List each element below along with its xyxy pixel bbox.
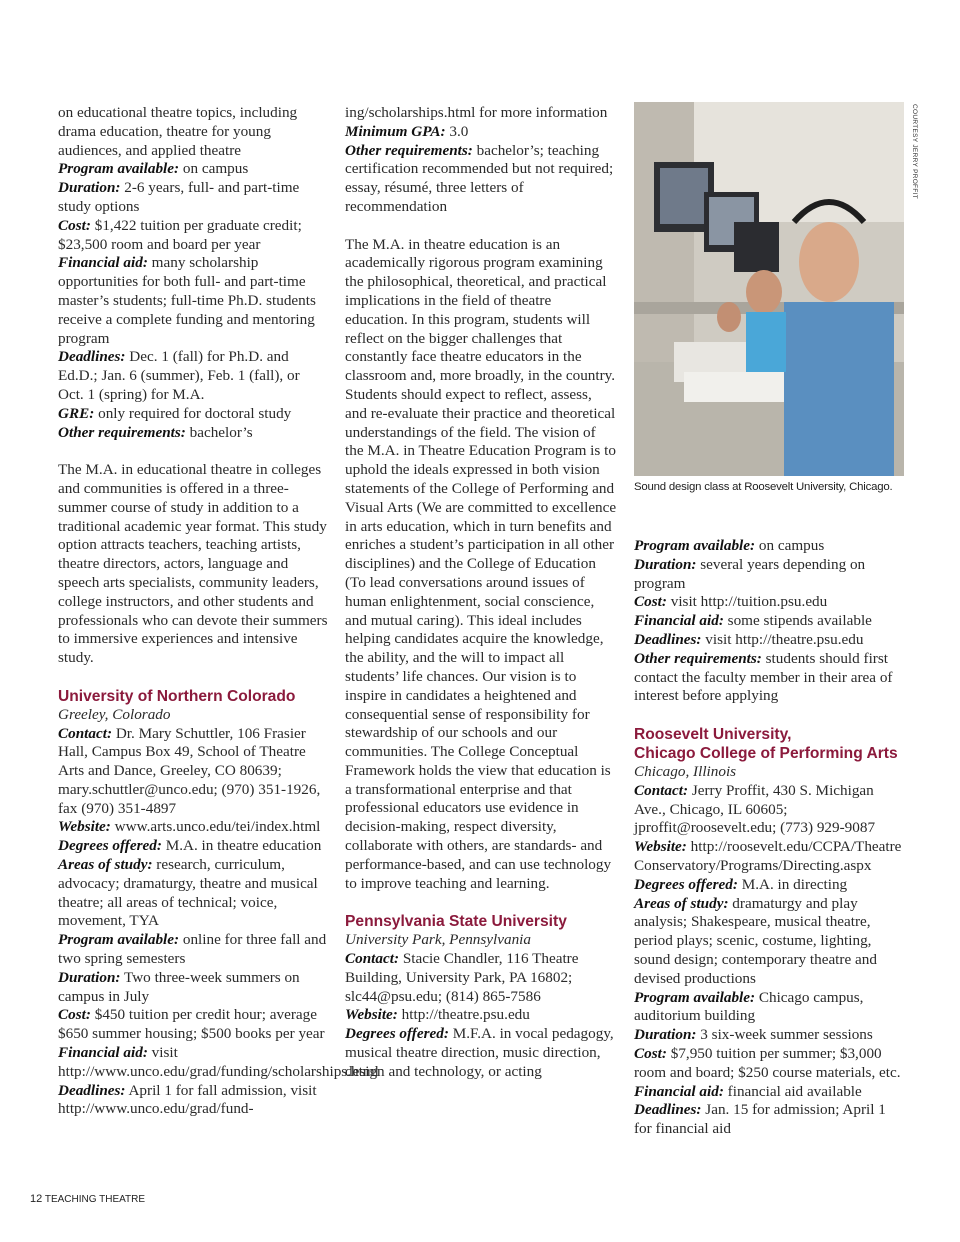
- field-value: Two three-week summers on campus in July: [58, 968, 300, 1005]
- field-label: Program available:: [58, 160, 180, 178]
- field-program: [634, 989, 906, 1027]
- field-label: Deadlines:: [58, 348, 126, 366]
- field-value: visit http://www.unco.edu/grad/funding/scholarships.html: [58, 1044, 379, 1080]
- field-value: http://theatre.psu.edu: [401, 1006, 530, 1024]
- field-value: on campus: [758, 537, 825, 554]
- field-value: online for three fall and two spring semesters: [58, 931, 327, 968]
- photo-caption: Sound design class at Roosevelt University, Chicago.: [634, 481, 893, 493]
- field-label: Degrees offered:: [58, 837, 162, 855]
- field-value: on campus: [182, 160, 249, 178]
- field-areas: [58, 856, 328, 931]
- field-contact: [58, 725, 328, 819]
- field-other-requirements: [345, 142, 617, 217]
- field-value: $1,422 tuition per graduate credit; $23,500 room and board per year: [58, 216, 302, 253]
- field-duration: [634, 1026, 906, 1045]
- field-program: [634, 537, 906, 556]
- intro-text: on educational theatre topics, including drama education, theatre for young audiences, and applied theatre: [58, 104, 298, 159]
- field-label: Areas of study:: [58, 856, 153, 874]
- field-deadlines: [58, 1082, 328, 1120]
- field-duration: [58, 179, 328, 217]
- body-paragraph: The M.A. in theatre education is an academically rigorous program examining the philosophical, theoretical, and practical implications in the field of theatre education. In this program, students will reflect on the bigger challenges that constantly face theatre educators in the classroom and, more broadly, in the country. Students should expect to reflect, assess, and re-evaluate their practice and theoretical understandings of the field. The vision of the M.A. in Theatre Education Program is to uphold the ideals expressed in both vision statements of the College of Performing and Visual Arts (We are committed to excellence in arts education, which in turn benefits and enriches a student’s participation in all other disciplines) and the College of Education (To lead conversations around issues of human enlightenment, social conscience, and mutual caring). This ideal includes helping candidates acquire the knowledge, the ability, and the will to impact all students’ life chances. Our vision is to inspire in candidates a heightened and consequential sense of responsibility for stewardship of our schools and our communities. The College Conceptual Framework holds the view that education is a transformational enterprise and that professional educators use evidence in decision-making, respect diversity, collaborate with others, are standards- and performance-based, and can use technology to improve teaching and learning.: [345, 235, 617, 892]
- field-value: Dr. Mary Schuttler, 106 Frasier Hall, Campus Box 49, School of Theatre Arts and Dance, Greeley, CO 80639; mary.schuttler@unco.edu; (970) 351-1926, fax (970) 351-4897: [58, 724, 321, 817]
- school-heading: [634, 725, 906, 763]
- field-value: M.A. in directing: [741, 875, 848, 893]
- field-value: $450 tuition per credit hour; average $650 summer housing; $500 books per year: [58, 1006, 325, 1043]
- field-label: Degrees offered:: [345, 1025, 449, 1043]
- field-min-gpa: [345, 123, 617, 142]
- continuation-text: ing/scholarships.html for more information: [345, 104, 608, 121]
- field-degrees: [58, 837, 328, 856]
- field-label: Financial aid:: [634, 612, 724, 630]
- field-deadlines: [634, 1101, 906, 1139]
- field-contact: [345, 950, 617, 1006]
- field-financial-aid: [58, 1044, 379, 1082]
- field-value: $7,950 tuition per summer; $3,000 room and board; $250 course materials, etc.: [634, 1044, 901, 1081]
- field-value: only required for doctoral study: [98, 404, 292, 422]
- field-label: Cost:: [634, 593, 667, 611]
- field-value: April 1 for fall admission, visit http://www.unco.edu/grad/fund-: [58, 1081, 317, 1118]
- field-label: Contact:: [634, 781, 689, 799]
- column-1: [58, 104, 379, 1119]
- field-degrees: [345, 1025, 617, 1081]
- field-value: financial aid available: [727, 1082, 862, 1100]
- page-footer: [30, 1193, 145, 1205]
- field-label: Duration:: [634, 1026, 697, 1044]
- field-financial-aid: [634, 612, 906, 631]
- field-value: dramaturgy and play analysis; Shakespeare, musical theatre, period plays; scenic, costume, lighting, sound design; contemporary theatre and devised productions: [634, 894, 877, 987]
- field-deadlines: [634, 631, 906, 650]
- field-value: research, curriculum, advocacy; dramaturgy, theatre and musical theatre; all areas of technical; voice, movement, TYA: [58, 856, 318, 930]
- field-label: Duration:: [634, 555, 697, 573]
- publication-name: TEACHING THEATRE: [44, 1194, 146, 1205]
- field-label: Contact:: [345, 950, 400, 968]
- field-value: bachelor’s: [189, 423, 253, 441]
- field-value: 3.0: [449, 122, 469, 140]
- field-value: visit http://tuition.psu.edu: [670, 593, 828, 611]
- field-label: GRE:: [58, 404, 95, 422]
- field-duration: [634, 556, 906, 594]
- field-value: Jan. 15 for admission; April 1 for financial aid: [634, 1101, 886, 1138]
- field-website: [345, 1006, 617, 1025]
- field-value: 3 six-week summer sessions: [700, 1026, 873, 1044]
- field-label: Program available:: [634, 537, 756, 554]
- field-value: Jerry Proffit, 430 S. Michigan Ave., Chicago, IL 60605; jproffit@roosevelt.edu; (773) 929-9087: [634, 781, 876, 837]
- field-label: Deadlines:: [634, 630, 702, 648]
- field-label: Cost:: [634, 1044, 667, 1062]
- field-contact: [634, 782, 906, 838]
- school-location: University Park, Pennsylvania: [345, 931, 531, 949]
- photo-credit: COURTESY JERRY PROFFIT: [911, 104, 918, 199]
- field-label: Areas of study:: [634, 894, 729, 912]
- field-financial-aid: [58, 254, 328, 348]
- field-label: Financial aid:: [634, 1082, 724, 1100]
- field-label: Duration:: [58, 179, 121, 197]
- field-value: www.arts.unco.edu/tei/index.html: [114, 818, 321, 836]
- body-paragraph: The M.A. in educational theatre in colleges and communities is offered in a three-summer course of study in addition to a traditional academic year format. This study option attracts teachers, teaching artists, theatre directors, actors, language and speech arts specialists, community leaders, college instructors, and other students and professionals who can devote their summers to immersive experiences and intensive study.: [58, 461, 328, 667]
- school-heading-line-2: Chicago College of Performing Arts: [634, 744, 898, 762]
- field-label: Duration:: [58, 968, 121, 986]
- school-location: Greeley, Colorado: [58, 705, 171, 723]
- field-other-requirements: [58, 424, 328, 443]
- field-duration: [58, 969, 328, 1007]
- field-label: Cost:: [58, 216, 91, 234]
- classroom-photo: [634, 102, 904, 476]
- column-2: [345, 104, 617, 1082]
- school-heading: University of Northern Colorado: [58, 687, 296, 705]
- field-deadlines: [58, 348, 328, 404]
- field-degrees: [634, 876, 906, 895]
- field-cost: [58, 217, 328, 255]
- field-value: some stipends available: [727, 612, 872, 630]
- field-cost: [634, 1045, 906, 1083]
- field-label: Website:: [345, 1006, 398, 1024]
- field-value: Chicago campus, auditorium building: [634, 988, 864, 1025]
- field-label: Other requirements:: [345, 141, 473, 159]
- field-label: Deadlines:: [634, 1101, 702, 1119]
- field-other-requirements: [634, 650, 906, 706]
- field-areas: [634, 895, 906, 989]
- school-heading-line-1: Roosevelt University,: [634, 725, 792, 743]
- field-label: Website:: [58, 818, 111, 836]
- field-program: [58, 160, 328, 179]
- field-value: bachelor’s; teaching certification recommended but not required; essay, résumé, three letters of recommendation: [345, 141, 614, 215]
- field-cost: [634, 593, 906, 612]
- field-website: [634, 838, 906, 876]
- field-value: many scholarship opportunities for both full- and part-time master’s students; full-time Ph.D. students receive a complete funding and mentoring program: [58, 254, 316, 347]
- field-website: [58, 818, 328, 837]
- field-value: http://roosevelt.edu/CCPA/TheatreConservatory/Programs/Directing.aspx: [634, 838, 902, 874]
- field-value: visit http://theatre.psu.edu: [705, 630, 864, 648]
- field-label: Program available:: [634, 988, 756, 1006]
- field-value: Dec. 1 (fall) for Ph.D. and Ed.D.; Jan. 6 (summer), Feb. 1 (fall), or Oct. 1 (spring) for M.A.: [58, 348, 300, 403]
- field-value: students should first contact the faculty member in their area of interest before applying: [634, 649, 893, 705]
- school-location: Chicago, Illinois: [634, 762, 737, 780]
- field-label: Financial aid:: [58, 254, 148, 272]
- field-financial-aid: [634, 1083, 906, 1102]
- field-program: [58, 931, 328, 969]
- field-label: Minimum GPA:: [345, 122, 446, 140]
- field-label: Program available:: [58, 931, 180, 949]
- school-heading: Pennsylvania State University: [345, 913, 567, 931]
- field-value: M.A. in theatre education: [165, 837, 322, 855]
- field-cost: [58, 1006, 328, 1044]
- field-gre: [58, 405, 328, 424]
- field-label: Contact:: [58, 724, 113, 742]
- column-3: [634, 537, 906, 1139]
- page-number: 12: [30, 1193, 43, 1205]
- field-value: Stacie Chandler, 116 Theatre Building, University Park, PA 16802; slc44@psu.edu; (814) 865-7586: [345, 950, 579, 1005]
- field-label: Financial aid:: [58, 1044, 148, 1062]
- field-label: Website:: [634, 838, 687, 856]
- field-label: Deadlines:: [58, 1081, 126, 1099]
- field-value: several years depending on program: [634, 555, 866, 592]
- field-label: Degrees offered:: [634, 875, 738, 893]
- field-label: Cost:: [58, 1006, 91, 1024]
- field-label: Other requirements:: [58, 423, 186, 441]
- field-value: M.F.A. in vocal pedagogy, musical theatre direction, music direction, design and technology, or acting: [345, 1025, 614, 1080]
- field-label: Other requirements:: [634, 649, 762, 667]
- field-value: 2-6 years, full- and part-time study options: [58, 179, 300, 215]
